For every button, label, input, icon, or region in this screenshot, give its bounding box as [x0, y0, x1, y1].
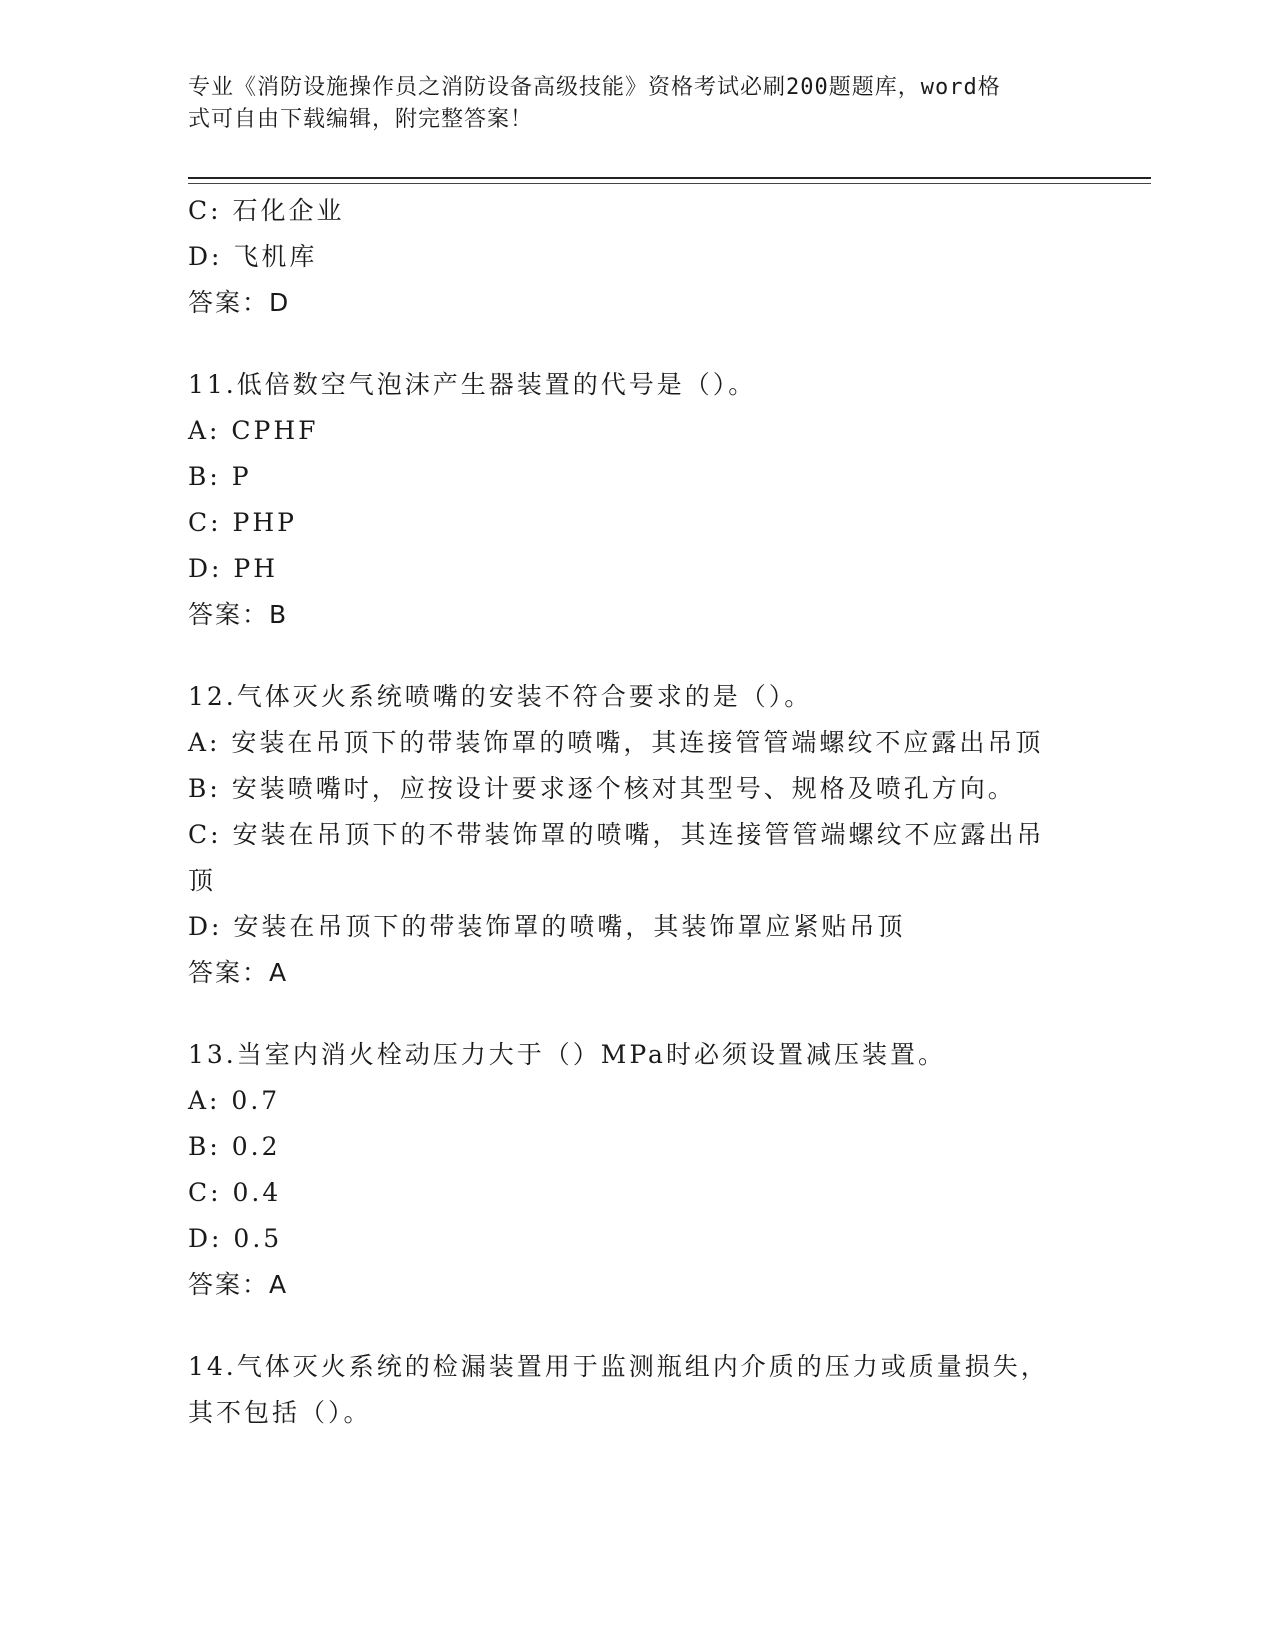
question-title: 13.当室内消火栓动压力大于（）MPa时必须设置减压装置。: [188, 1040, 946, 1069]
header-rule-thick: [188, 177, 1151, 179]
option-c-continued: 顶: [188, 866, 217, 895]
answer: 答案：A: [188, 958, 289, 987]
option-c: C: 石化企业: [188, 196, 345, 225]
option-b: B: P: [188, 462, 252, 491]
option-d: D: 飞机库: [188, 242, 318, 271]
question-12: [188, 674, 1088, 996]
option-c: C: 0.4: [188, 1178, 282, 1207]
answer: 答案：A: [188, 1270, 289, 1299]
question-list: [188, 188, 1088, 1436]
option-d: D: 0.5: [188, 1224, 283, 1253]
option-a: A: CPHF: [188, 416, 319, 445]
question-title: 12.气体灭火系统喷嘴的安装不符合要求的是（）。: [188, 682, 813, 711]
option-b: B: 安装喷嘴吋，应按设计要求逐个核对其型号、规格及喷孔方向。: [188, 774, 1016, 803]
option-c: C: 安装在吊顶下的不带装饰罩的喷嘴，其连接管管端螺纹不应露出吊: [188, 820, 1045, 849]
answer: 答案：B: [188, 600, 289, 629]
option-c: C: PHP: [188, 508, 297, 537]
question-11: [188, 362, 1088, 638]
document-header: [188, 72, 1068, 136]
question-13: [188, 1032, 1088, 1308]
header-line-1: 专业《消防设施操作员之消防设备高级技能》资格考试必刷200题题库，word格: [188, 75, 1001, 100]
question-title-line-2: 其不包括（）。: [188, 1398, 372, 1427]
option-d: D: PH: [188, 554, 279, 583]
question-title-line-1: 14.气体灭火系统的检漏装置用于监测瓶组内介质的压力或质量损失，: [188, 1352, 1049, 1381]
option-a: A: 安装在吊顶下的带装饰罩的喷嘴，其连接管管端螺纹不应露出吊顶: [188, 728, 1044, 757]
header-line-2: 式可自由下载编辑，附完整答案！: [188, 107, 534, 132]
header-rule-thin: [188, 183, 1151, 184]
option-b: B: 0.2: [188, 1132, 281, 1161]
option-d: D: 安装在吊顶下的带装饰罩的喷嘴，其装饰罩应紧贴吊顶: [188, 912, 906, 941]
question-10-tail: [188, 188, 1088, 326]
question-14: [188, 1344, 1088, 1436]
answer: 答案：D: [188, 288, 291, 317]
option-a: A: 0.7: [188, 1086, 281, 1115]
question-title: 11.低倍数空气泡沫产生器装置的代号是（）。: [188, 370, 757, 399]
